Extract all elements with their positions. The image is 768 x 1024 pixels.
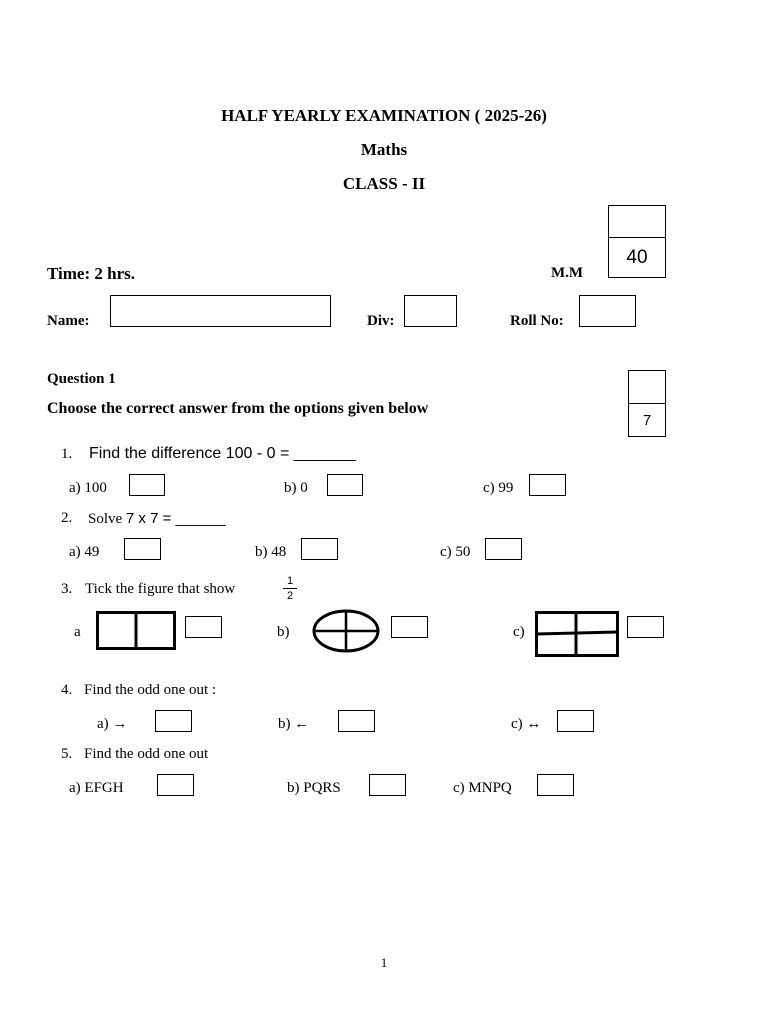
- name-field[interactable]: [110, 295, 331, 327]
- roll-label: Roll No:: [510, 313, 564, 329]
- option-label: c) ↔: [511, 716, 542, 732]
- answer-checkbox[interactable]: [537, 774, 574, 796]
- exam-title: HALF YEARLY EXAMINATION ( 2025-26): [221, 106, 547, 125]
- option-label: c) 99: [483, 480, 514, 496]
- option-label: b) ←: [278, 716, 310, 732]
- name-label: Name:: [47, 313, 90, 329]
- answer-checkbox[interactable]: [185, 616, 222, 638]
- answer-checkbox[interactable]: [369, 774, 406, 796]
- item-number: 4.: [61, 682, 73, 698]
- answer-checkbox[interactable]: [627, 616, 664, 638]
- marks-value-box: [628, 403, 666, 437]
- item-number: 3.: [61, 581, 73, 597]
- answer-checkbox[interactable]: [327, 474, 363, 496]
- option-label: a) EFGH: [69, 780, 124, 796]
- question-heading: Question 1: [47, 371, 116, 387]
- fraction-denominator: 2: [286, 590, 294, 602]
- option-label: b): [277, 624, 290, 640]
- option-label: c): [513, 624, 525, 640]
- option-label: a: [74, 624, 81, 640]
- answer-checkbox[interactable]: [129, 474, 165, 496]
- fraction-numerator: 1: [286, 575, 294, 587]
- option-label: a) 49: [69, 544, 100, 560]
- circle-quarters-figure: [312, 609, 380, 653]
- item-text: Find the difference 100 - 0 = _______: [89, 445, 357, 462]
- answer-checkbox[interactable]: [557, 710, 594, 732]
- item-number: 1.: [61, 446, 73, 462]
- answer-checkbox[interactable]: [391, 616, 428, 638]
- option-label: b) PQRS: [287, 780, 341, 796]
- option-label: c) MNPQ: [453, 780, 512, 796]
- mm-value: 40: [626, 246, 648, 268]
- item-text: Tick the figure that show: [85, 581, 236, 597]
- answer-checkbox[interactable]: [338, 710, 375, 732]
- mm-label: M.M: [551, 265, 584, 281]
- marks-value: 7: [642, 411, 652, 429]
- div-field[interactable]: [404, 295, 457, 327]
- answer-checkbox[interactable]: [124, 538, 161, 560]
- item-text-expression: 7 x 7 = ______: [125, 510, 226, 527]
- option-label: b) 0: [284, 480, 308, 496]
- roll-field[interactable]: [579, 295, 636, 327]
- answer-checkbox[interactable]: [529, 474, 566, 496]
- div-label: Div:: [367, 313, 395, 329]
- item-number: 2.: [61, 510, 73, 526]
- answer-checkbox[interactable]: [155, 710, 192, 732]
- item-number: 5.: [61, 746, 73, 762]
- marks-top-box: [628, 370, 666, 404]
- page-number: 1: [380, 955, 388, 970]
- subject-title: Maths: [360, 140, 408, 159]
- answer-checkbox[interactable]: [485, 538, 522, 560]
- option-label: b) 48: [255, 544, 287, 560]
- mm-value-box: [608, 237, 666, 278]
- fraction-half: [283, 575, 297, 602]
- class-title: CLASS - II: [342, 174, 426, 193]
- option-label: c) 50: [440, 544, 471, 560]
- answer-checkbox[interactable]: [157, 774, 194, 796]
- item-text: Find the odd one out :: [84, 682, 217, 698]
- option-label: a) 100: [69, 480, 107, 496]
- item-text-prefix: Solve: [88, 511, 126, 527]
- option-label: a) →: [97, 716, 128, 732]
- rectangle-quarters-figure: [535, 611, 619, 657]
- answer-checkbox[interactable]: [301, 538, 338, 560]
- question-instruction: Choose the correct answer from the options given below: [47, 400, 429, 417]
- mm-top-box: [608, 205, 666, 238]
- item-text: Find the odd one out: [84, 746, 209, 762]
- time-label: Time: 2 hrs.: [47, 264, 135, 283]
- item-text: [88, 510, 226, 528]
- rectangle-halves-figure: [96, 611, 176, 650]
